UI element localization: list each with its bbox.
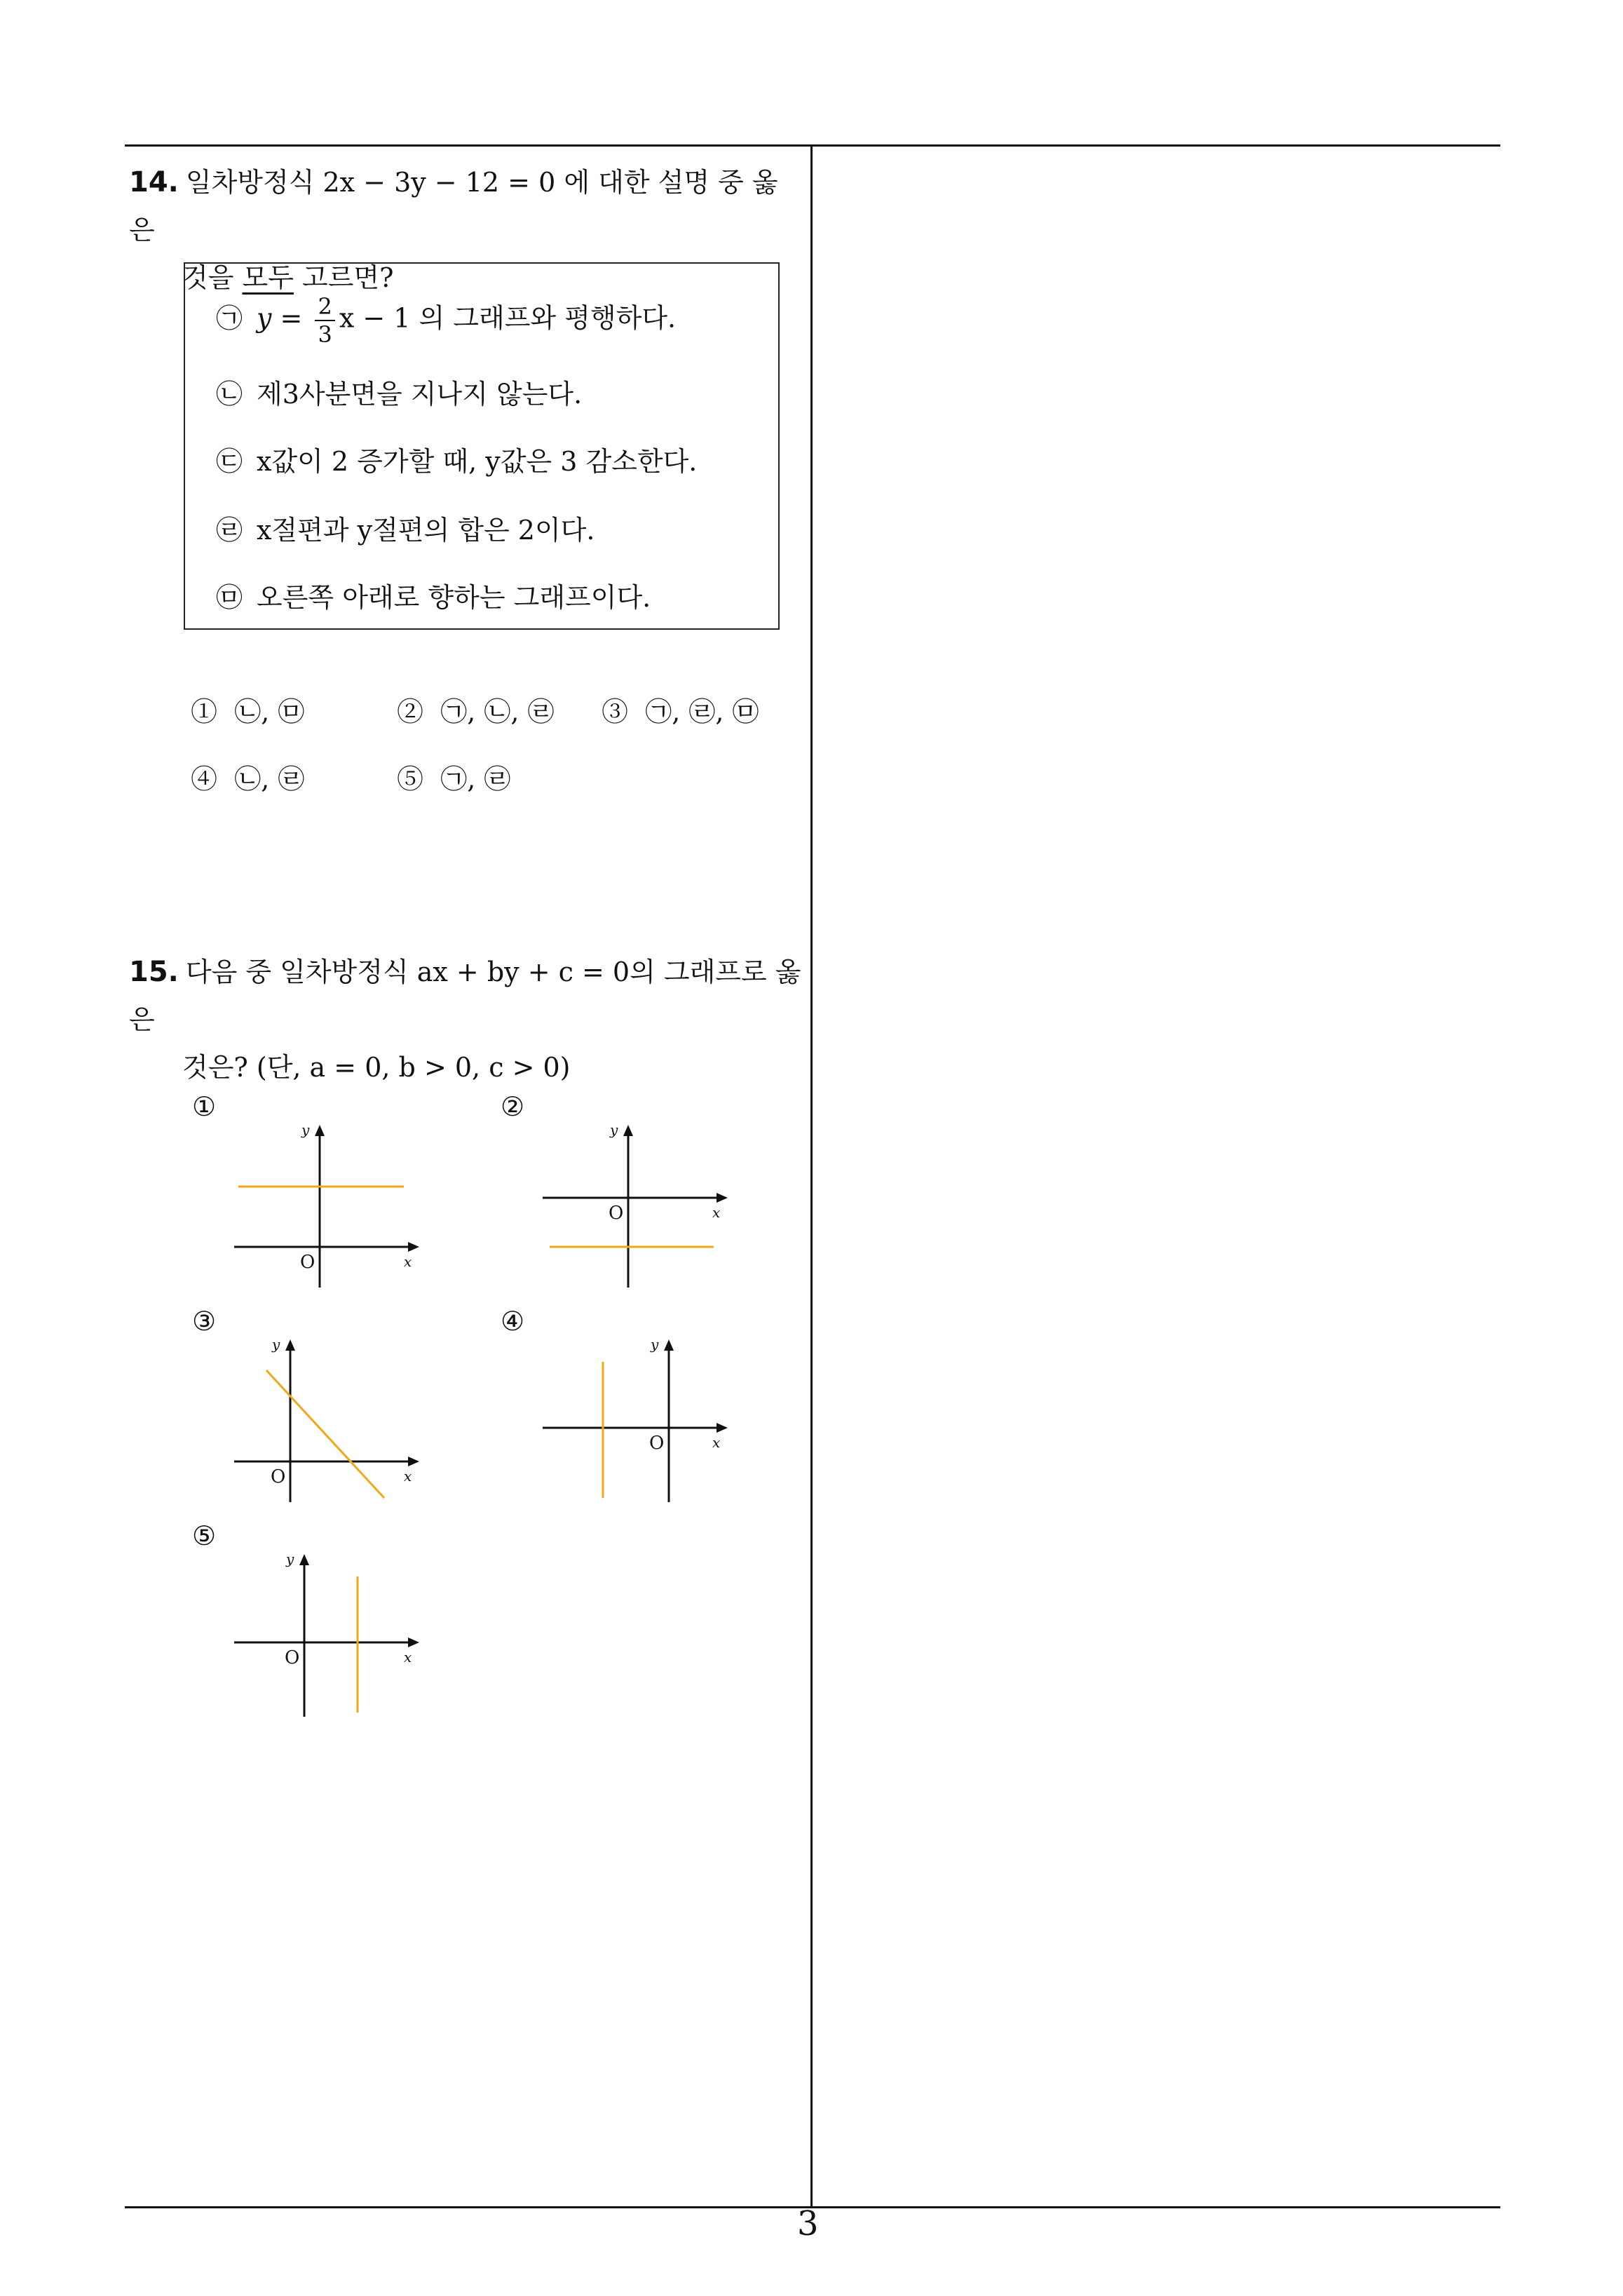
y-axis-arrow [285, 1339, 295, 1351]
choice-4[interactable] [191, 757, 304, 796]
origin-label: O [609, 1203, 624, 1224]
fraction [315, 293, 334, 348]
y-axis-label: y [286, 1551, 294, 1567]
question-14-line1 [129, 158, 802, 254]
x-axis-label: x [404, 1649, 412, 1666]
choice-text: ㉠, ㉣ [440, 764, 511, 795]
question-text: 것은? (단, a = 0, b > 0, c > 0) [182, 1052, 571, 1083]
question-15-line1 [129, 948, 802, 1044]
question-text: 것을 [182, 262, 243, 293]
statement-mark: ㉣ [216, 515, 243, 546]
statement-mark: ㉠ [216, 302, 243, 334]
graph-option-label[interactable]: ② [501, 1091, 525, 1122]
statement-mark: ㉢ [216, 446, 243, 477]
origin-label: O [300, 1252, 315, 1273]
question-text: 다음 중 일차방정식 ax + by + c = 0의 그래프로 옳은 [129, 957, 801, 1035]
statement-4 [216, 512, 595, 548]
fraction-numerator: 2 [315, 293, 334, 321]
y-axis-label: y [272, 1336, 280, 1353]
underlined-word: 모두 [242, 262, 294, 293]
question-text: 고르면? [293, 262, 394, 293]
graph-option-label[interactable]: ③ [192, 1306, 217, 1337]
choice-number: ④ [191, 764, 218, 795]
x-axis-arrow [717, 1193, 728, 1203]
page-number: 3 [797, 2204, 819, 2243]
choice-3[interactable] [602, 690, 759, 729]
x-axis-label: x [712, 1434, 721, 1451]
statement-1 [216, 293, 676, 348]
statement-mark: ㉤ [216, 582, 243, 613]
y-axis-label: y [610, 1121, 618, 1138]
graph-option-label[interactable]: ① [192, 1091, 217, 1122]
choice-text: ㉡, ㉣ [234, 764, 305, 795]
graph-option-label[interactable]: ⑤ [192, 1520, 217, 1551]
choice-2[interactable] [397, 690, 555, 729]
y-axis-label: y [301, 1121, 310, 1138]
statement-text: x − 1 의 그래프와 평행하다. [339, 302, 677, 334]
graph-option-3[interactable] [231, 1337, 442, 1505]
statement-box [184, 262, 780, 630]
y-axis-arrow [299, 1554, 309, 1565]
choice-number: ② [397, 696, 424, 727]
statement-text: x절편과 y절편의 합은 2이다. [257, 515, 595, 546]
question-number: 15. [129, 956, 179, 988]
y-axis-label: y [651, 1336, 659, 1353]
choice-text: ㉠, ㉡, ㉣ [440, 696, 555, 727]
graph-option-4[interactable] [540, 1337, 750, 1505]
origin-label: O [271, 1466, 286, 1487]
statement-text: x값이 2 증가할 때, y값은 3 감소한다. [257, 446, 698, 477]
choice-text: ㉡, ㉤ [234, 696, 305, 727]
top-rule [125, 144, 1500, 147]
statement-text: 제3사분면을 지나지 않는다. [257, 379, 583, 410]
column-divider [810, 144, 813, 2208]
choice-number: ① [191, 696, 218, 727]
x-axis-arrow [717, 1423, 728, 1433]
x-axis-label: x [712, 1204, 721, 1221]
graph-option-label[interactable]: ④ [501, 1306, 525, 1337]
x-axis-arrow [408, 1637, 419, 1647]
question-15 [129, 948, 802, 1091]
x-axis-label: x [404, 1253, 412, 1270]
origin-label: O [285, 1647, 300, 1668]
y-axis-arrow [315, 1125, 325, 1136]
statement-mark: ㉡ [216, 379, 243, 410]
question-number: 14. [129, 166, 179, 198]
statement-5 [216, 579, 651, 616]
statement-3 [216, 443, 697, 480]
choice-number: ③ [602, 696, 629, 727]
statement-2 [216, 376, 582, 412]
y-axis-arrow [623, 1125, 633, 1136]
origin-label: O [649, 1433, 665, 1454]
question-text: 일차방정식 2x − 3y − 12 = 0 에 대한 설명 중 옳은 [129, 167, 778, 245]
fraction-denominator: 3 [318, 321, 332, 348]
choice-number: ⑤ [397, 764, 424, 795]
choice-5[interactable] [397, 757, 510, 796]
statement-text: y = [257, 302, 311, 334]
choice-1[interactable] [191, 690, 304, 729]
choice-text: ㉠, ㉣, ㉤ [645, 696, 759, 727]
graph-option-1[interactable] [231, 1122, 442, 1290]
x-axis-label: x [404, 1468, 412, 1485]
graph-option-5[interactable] [231, 1551, 442, 1720]
statement-text: 오른쪽 아래로 향하는 그래프이다. [257, 582, 651, 613]
question-15-line2 [129, 1044, 802, 1091]
x-axis-arrow [408, 1242, 419, 1252]
x-axis-arrow [408, 1457, 419, 1466]
y-axis-arrow [664, 1339, 674, 1351]
graph-option-2[interactable] [540, 1122, 750, 1290]
